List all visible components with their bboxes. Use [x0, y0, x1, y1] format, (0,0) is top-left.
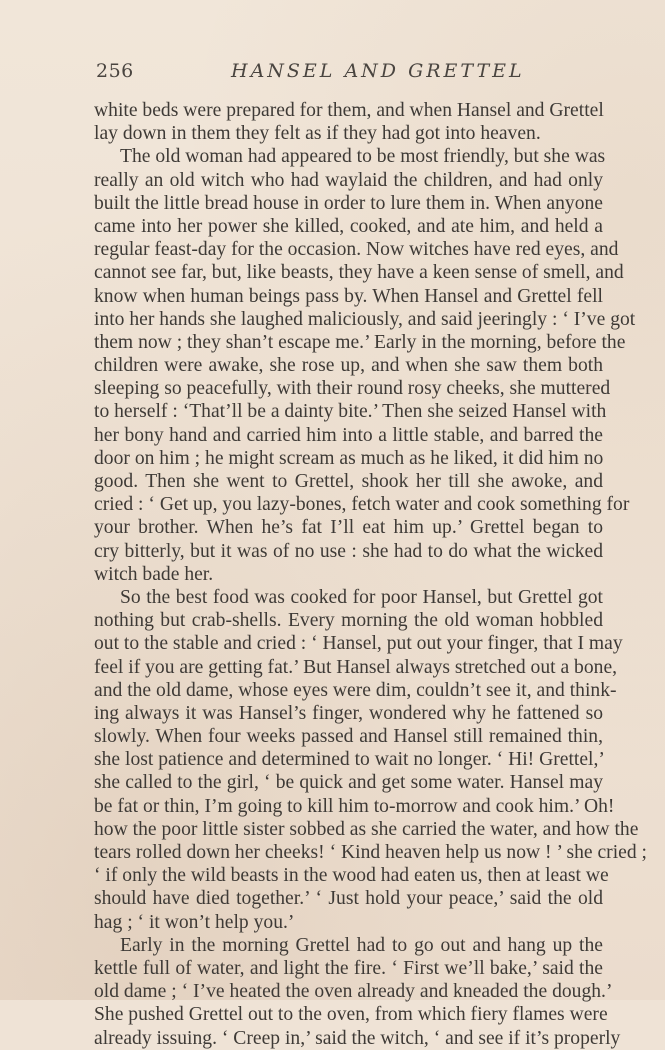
text-line: built the little bread house in order to lure them in. When anyone	[94, 192, 603, 214]
text-line: feel if you are getting fat.’ But Hansel always stretched out a bone,	[94, 656, 618, 678]
text-line: should have died together.’ ‘ Just hold your peace,’ said the old	[94, 888, 603, 910]
text-line: old dame ; ‘ I’ve heated the oven already and kneaded the dough.’	[94, 981, 613, 1003]
text-line: slowly. When four weeks passed and Hansel still remained thin,	[94, 726, 603, 748]
text-line: Early in the morning Grettel had to go out and hang up the	[120, 934, 603, 956]
text-line: She pushed Grettel out to the oven, from which fiery flames were	[94, 1004, 608, 1026]
text-line: white beds were prepared for them, and when Hansel and Grettel	[94, 100, 604, 121]
text-line: into her hands she laughed maliciously, and said jeeringly : ‘ I’ve got	[94, 308, 636, 330]
text-line: hag ; ‘ it won’t help you.’	[94, 911, 295, 933]
text-line: ‘ if only the wild beasts in the wood had eaten us, then at least we	[94, 865, 609, 887]
text-line: good. Then she went to Grettel, shook her till she awoke, and	[94, 471, 603, 492]
text-line: witch bade her.	[94, 563, 214, 585]
text-line: already issuing. ‘ Creep in,’ said the witch, ‘ and see if it’s properly	[94, 1027, 621, 1049]
text-line: nothing but crab-shells. Every morning the old woman hobbled	[94, 610, 603, 632]
page-number: 256	[96, 60, 134, 82]
text-line: she called to the girl, ‘ be quick and get some water. Hansel may	[94, 772, 603, 794]
text-line: ing always it was Hansel’s finger, wondered why he fattened so	[94, 702, 603, 724]
text-line: cannot see far, but, like beasts, they have a keen sense of smell, and	[94, 262, 624, 284]
text-line: cried : ‘ Get up, you lazy-bones, fetch water and cook something for	[94, 494, 630, 516]
text-line: came into her power she killed, cooked, and ate him, and held a	[94, 215, 603, 237]
running-title: HANSEL AND GRETTEL	[231, 60, 525, 82]
body-text	[94, 99, 647, 1050]
text-line: your brother. When he’s fat I’ll eat him up.’ Grettel began to	[94, 517, 603, 539]
text-line: and the old dame, whose eyes were dim, couldn’t see it, and think-	[94, 679, 617, 701]
text-line: kettle full of water, and light the fire. ‘ First we’ll bake,’ said the	[94, 957, 603, 979]
text-line: regular feast-day for the occasion. Now witches have red eyes, and	[94, 239, 619, 261]
text-line: So the best food was cooked for poor Hansel, but Grettel got	[120, 586, 603, 608]
text-line: sleeping so peacefully, with their round rosy cheeks, she muttered	[94, 378, 611, 400]
text-line: lay down in them they felt as if they had got into heaven.	[94, 123, 541, 145]
text-line: to herself : ‘That’ll be a dainty bite.’ Then she seized Hansel with	[94, 401, 607, 423]
page-header	[96, 60, 601, 88]
text-line: be fat or thin, I’m going to kill him to-morrow and cook him.’ Oh!	[94, 795, 615, 817]
text-line: The old woman had appeared to be most friendly, but she was	[120, 146, 606, 168]
text-line: she lost patience and determined to wait no longer. ‘ Hi! Grettel,’	[94, 749, 605, 771]
text-line: know when human beings pass by. When Hansel and Grettel fell	[94, 285, 603, 307]
text-line: how the poor little sister sobbed as she carried the water, and how the	[94, 818, 639, 840]
text-line: children were awake, she rose up, and when she saw them both	[94, 355, 603, 377]
text-line: cry bitterly, but it was of no use : she had to do what the wicked	[94, 540, 603, 562]
text-line: really an old witch who had waylaid the children, and had only	[94, 169, 603, 191]
text-line: tears rolled down her cheeks! ‘ Kind heaven help us now ! ’ she cried ;	[94, 842, 647, 863]
text-line: out to the stable and cried : ‘ Hansel, put out your finger, that I may	[94, 633, 623, 655]
text-line: them now ; they shan’t escape me.’ Early in the morning, before the	[94, 331, 626, 353]
text-line: her bony hand and carried him into a little stable, and barred the	[94, 424, 603, 446]
text-line: door on him ; he might scream as much as he liked, it did him no	[94, 447, 604, 469]
